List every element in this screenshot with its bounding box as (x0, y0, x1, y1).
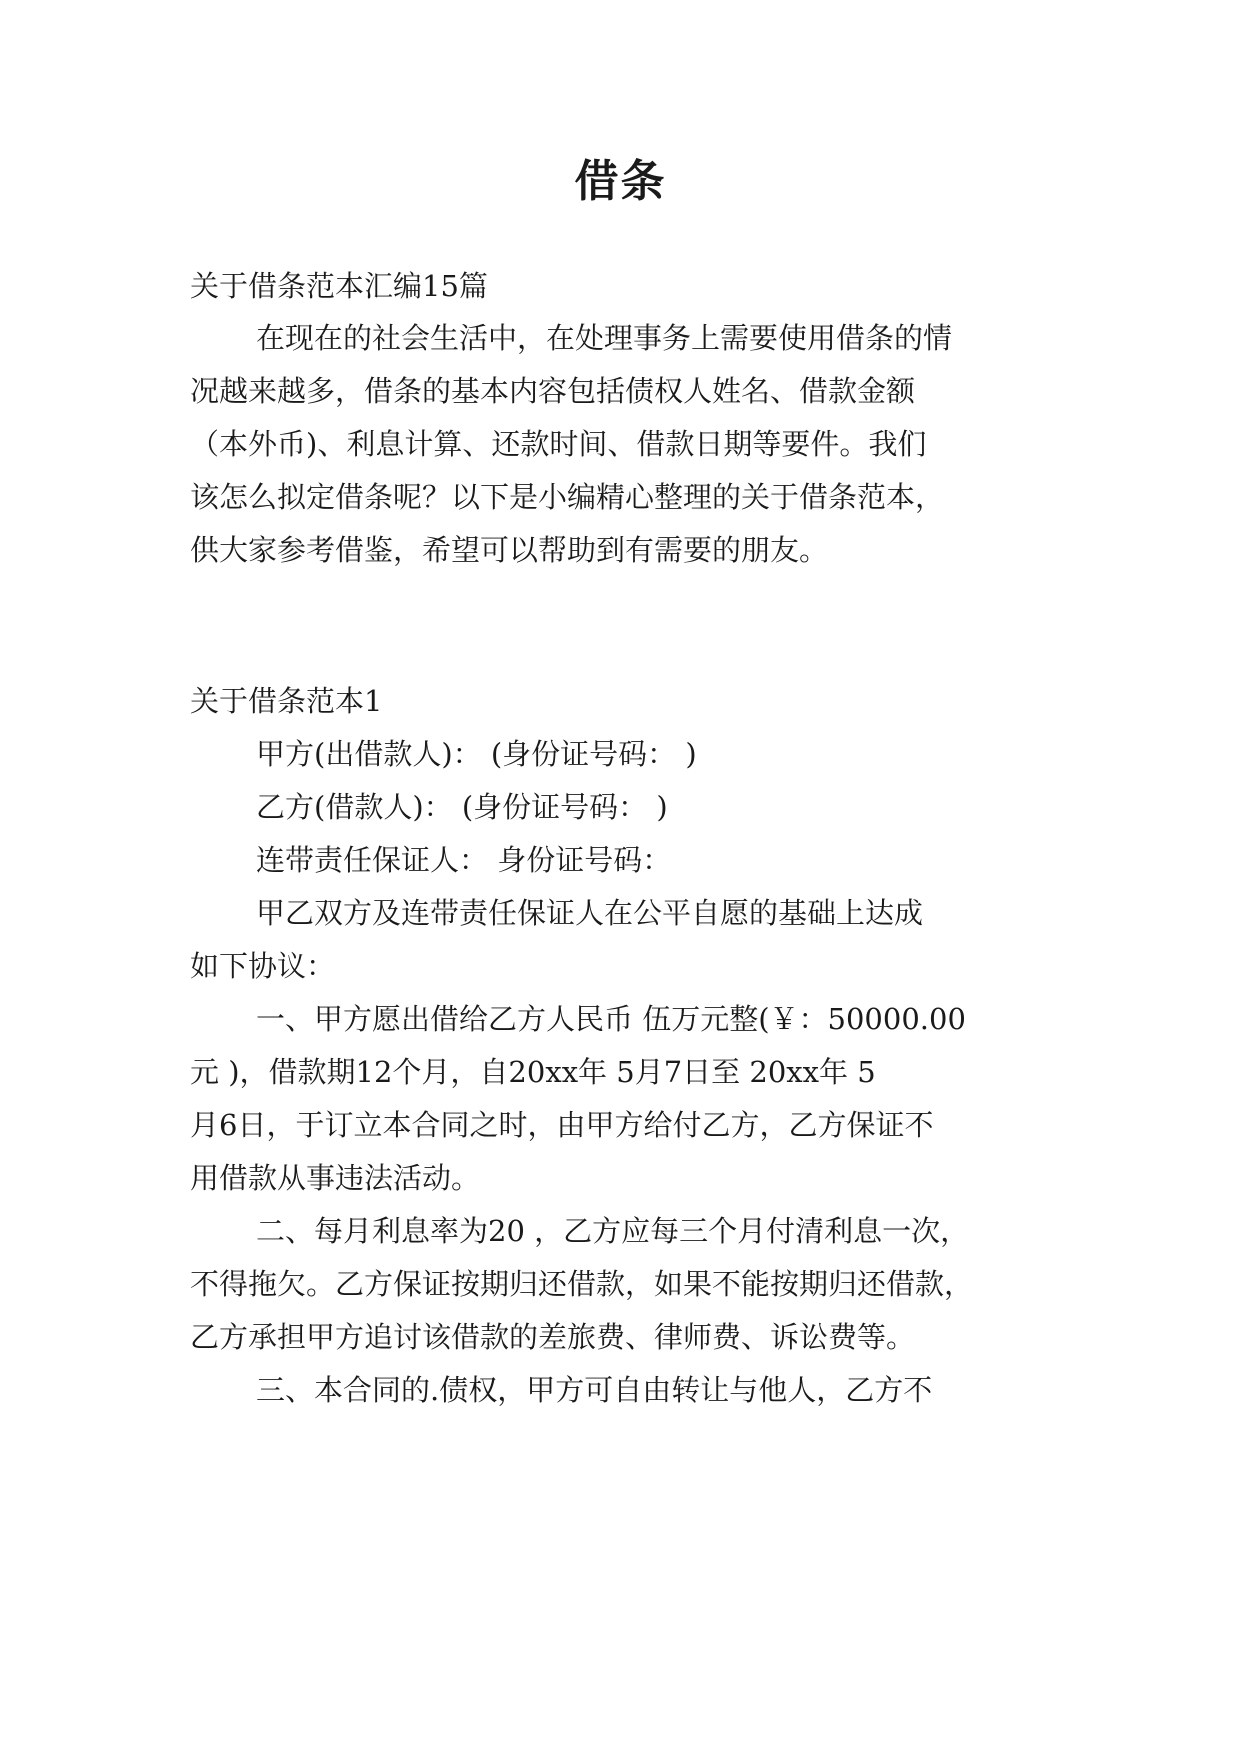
clause-2-line: 乙方承担甲方追讨该借款的差旅费、律师费、诉讼费等。 (190, 1320, 916, 1354)
guarantor-line: 连带责任保证人： 身份证号码： (256, 843, 672, 877)
clause-1-line: 一、甲方愿出借给乙方人民币 伍万元整(￥：50000.00 (256, 1002, 966, 1036)
party-b-line: 乙方(借款人)： (身份证号码： ) (256, 790, 668, 824)
document-subtitle: 关于借条范本汇编15篇 (190, 269, 488, 303)
intro-line: （本外币)、利息计算、还款时间、借款日期等要件。我们 (190, 427, 927, 461)
clause-1-line: 月6日，于订立本合同之时，由甲方给付乙方，乙方保证不 (190, 1108, 934, 1142)
section-heading: 关于借条范本1 (190, 684, 383, 718)
agreement-line: 甲乙双方及连带责任保证人在公平自愿的基础上达成 (256, 896, 924, 930)
party-a-line: 甲方(出借款人)： (身份证号码： ) (256, 737, 697, 771)
clause-2-line: 不得拖欠。乙方保证按期归还借款，如果不能按期归还借款， (190, 1267, 974, 1301)
agreement-line: 如下协议： (190, 949, 336, 983)
intro-line: 供大家参考借鉴，希望可以帮助到有需要的朋友。 (190, 533, 829, 567)
clause-3-line: 三、本合同的.债权，甲方可自由转让与他人，乙方不 (256, 1373, 933, 1407)
document-title: 借条 (574, 156, 667, 207)
clause-2-line: 二、每月利息率为20 ，乙方应每三个月付清利息一次， (256, 1214, 970, 1248)
intro-line: 况越来越多，借条的基本内容包括债权人姓名、借款金额 (190, 374, 916, 408)
intro-line: 该怎么拟定借条呢？以下是小编精心整理的关于借条范本， (190, 480, 945, 514)
clause-1-line: 元 )，借款期12个月，自20xx年 5月7日至 20xx年 5 (190, 1055, 876, 1089)
intro-line: 在现在的社会生活中，在处理事务上需要使用借条的情 (256, 321, 953, 355)
clause-1-line: 用借款从事违法活动。 (190, 1161, 481, 1195)
